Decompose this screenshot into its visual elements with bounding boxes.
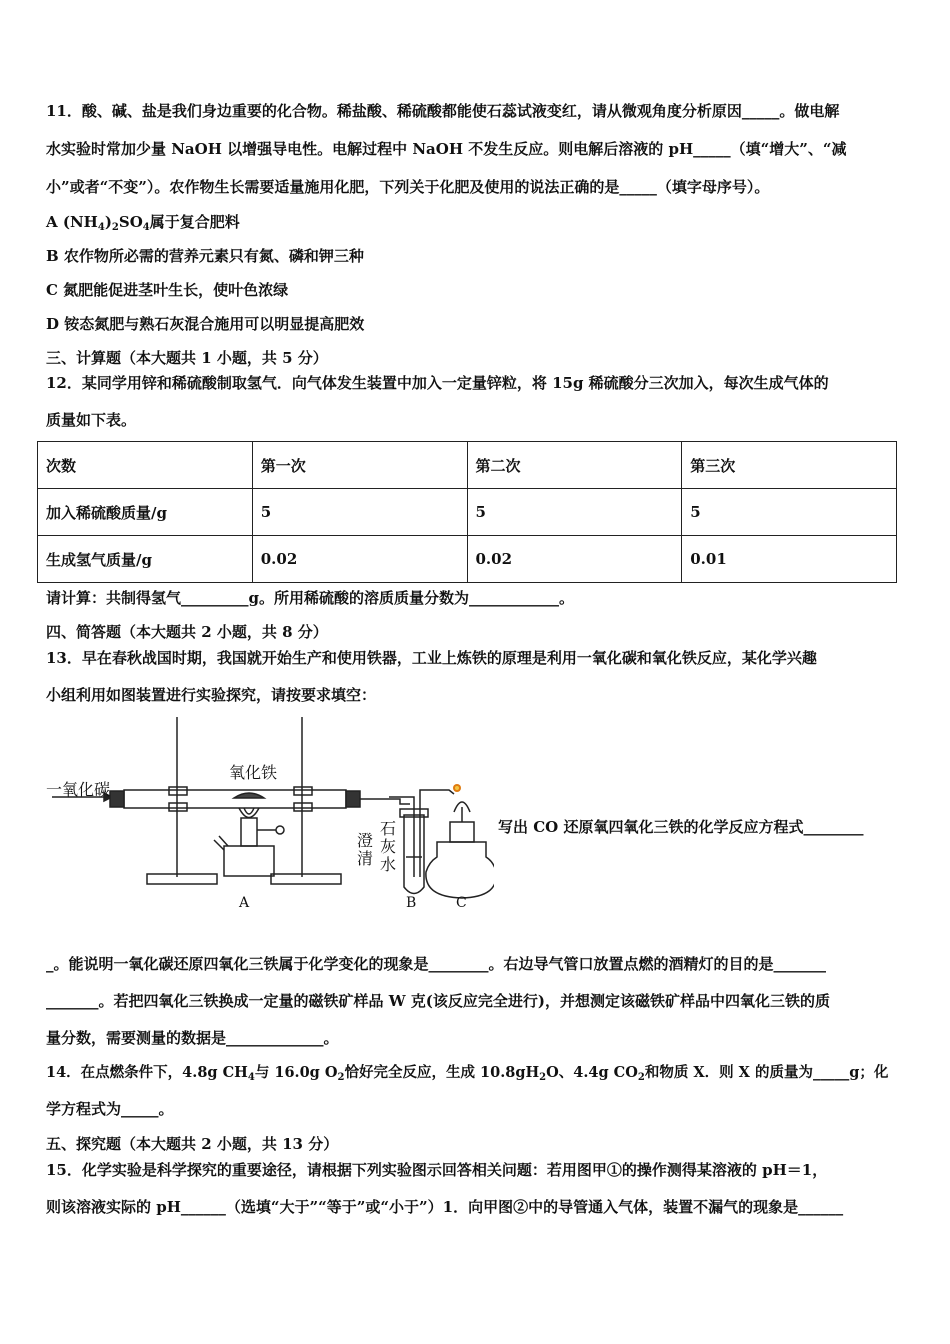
q11-option-a-mid2: SO: [118, 213, 143, 231]
limewater-label-col1: 澄清: [357, 831, 374, 868]
q12-line1: 12．某同学用锌和稀硫酸制取氢气．向气体发生装置中加入一定量锌粒，将 15g 稀硫酸分三次加入，每次生成气体的: [46, 374, 829, 392]
table-cell: 第一次: [252, 442, 467, 489]
table-cell: 5: [467, 489, 682, 536]
q11-option-a-mid: ): [104, 213, 112, 231]
q14-text-5: 和物质 X．则 X 的质量为_____g；化: [644, 1064, 889, 1081]
table-cell: 次数: [38, 442, 253, 489]
section-3-heading: 三、计算题（本大题共 1 小题，共 5 分）: [46, 349, 328, 367]
q14-sub-1: 4: [247, 1072, 255, 1083]
table-cell: 0.02: [467, 536, 682, 583]
q11-line2: 水实验时常加少量 NaOH 以增强导电性。电解过程中 NaOH 不发生反应。则电解后溶液的 pH_____（填“增大”、“减: [46, 140, 847, 158]
iron-oxide-label: 氧化铁: [229, 763, 278, 782]
q14-text-2: 与 16.0g O: [254, 1064, 338, 1081]
table-cell: 第三次: [682, 442, 897, 489]
q12-line2: 质量如下表。: [46, 411, 137, 429]
q11-option-a-sub1: 4: [97, 222, 105, 233]
q11-option-a: [46, 212, 240, 238]
apparatus-figure: [44, 712, 494, 918]
hydrogen-data-table: [37, 441, 897, 583]
q11-option-a-pre: A (NH: [46, 213, 98, 231]
section-4-heading: 四、简答题（本大题共 2 小题，共 8 分）: [46, 623, 328, 641]
q12-calculation-prompt: 请计算：共制得氢气_________g。所用稀硫酸的溶质质量分数为____________。: [46, 589, 574, 607]
table-cell: 第二次: [467, 442, 682, 489]
co-label: 一氧化碳: [46, 780, 111, 799]
q11-line3: 小”或者“不变”）。农作物生长需要适量施用化肥，下列关于化肥及使用的说法正确的是_____（填字母序号）。: [46, 178, 770, 196]
q11-option-c: C 氮肥能促进茎叶生长，使叶色浓绿: [46, 281, 289, 299]
q13-line3: _。能说明一氧化碳还原四氧化三铁属于化学变化的现象是________。右边导气管口放置点燃的酒精灯的目的是_______: [46, 955, 827, 973]
apparatus-drawing: [44, 712, 494, 918]
q13-line1: 13．早在春秋战国时期，我国就开始生产和使用铁器，工业上炼铁的原理是利用一氧化碳和氧化铁反应，某化学兴趣: [46, 649, 817, 667]
apparatus-label-a: A: [239, 895, 250, 911]
q11-option-b: B 农作物所必需的营养元素只有氮、磷和钾三种: [46, 247, 364, 265]
q14-sub-4: 2: [637, 1072, 645, 1083]
q13-line4: _______。若把四氧化三铁换成一定量的磁铁矿样品 W 克(该反应完全进行)，并想测定该磁铁矿样品中四氧化三铁的质: [46, 992, 830, 1010]
table-cell: 生成氢气质量/g: [38, 536, 253, 583]
table-cell: 0.02: [252, 536, 467, 583]
q14-line2: 学方程式为_____。: [46, 1100, 174, 1118]
table-cell: 5: [252, 489, 467, 536]
section-5-heading: 五、探究题（本大题共 2 小题，共 13 分）: [46, 1135, 339, 1153]
table-row: [38, 489, 897, 536]
table-cell: 0.01: [682, 536, 897, 583]
q15-line1: 15．化学实验是科学探究的重要途径，请根据下列实验图示回答相关问题：若用图甲①的操作测得某溶液的 pH＝1，: [46, 1161, 828, 1179]
q14-sub-2: 2: [337, 1072, 345, 1083]
q13-line5: 量分数，需要测量的数据是_____________。: [46, 1029, 339, 1047]
q11-option-a-sub3: 4: [142, 222, 150, 233]
q14-sub-3: 2: [539, 1072, 547, 1083]
table-header-row: [38, 442, 897, 489]
limewater-label-col2: 石灰水: [380, 819, 397, 874]
table-cell: 5: [682, 489, 897, 536]
q13-line2: 小组利用如图装置进行实验探究，请按要求填空：: [46, 686, 377, 704]
q14-text-1: 14．在点燃条件下，4.8g CH: [46, 1064, 248, 1081]
q14-text-4: O、4.4g CO: [546, 1064, 638, 1081]
apparatus-label-c: C: [456, 895, 467, 911]
q15-line2: 则该溶液实际的 pH______（选填“大于”“等于”或“小于”）1．向甲图②中的导管通入气体，装置不漏气的现象是______: [46, 1198, 844, 1216]
q11-option-a-sub2: 2: [111, 222, 119, 233]
q14-line1: [46, 1063, 888, 1088]
q14-text-3: 恰好完全反应，生成 10.8gH: [344, 1064, 540, 1081]
table-cell: 加入稀硫酸质量/g: [38, 489, 253, 536]
q11-line1: 11．酸、碱、盐是我们身边重要的化合物。稀盐酸、稀硫酸都能使石蕊试液变红，请从微观角度分析原因_____。做电解: [46, 102, 840, 120]
apparatus-label-b: B: [406, 895, 417, 911]
q13-side-text: 写出 CO 还原氧四氧化三铁的化学反应方程式________: [498, 818, 864, 836]
table-row: [38, 536, 897, 583]
q11-option-d: D 铵态氮肥与熟石灰混合施用可以明显提高肥效: [46, 315, 365, 333]
q11-option-a-post: 属于复合肥料: [149, 213, 240, 231]
